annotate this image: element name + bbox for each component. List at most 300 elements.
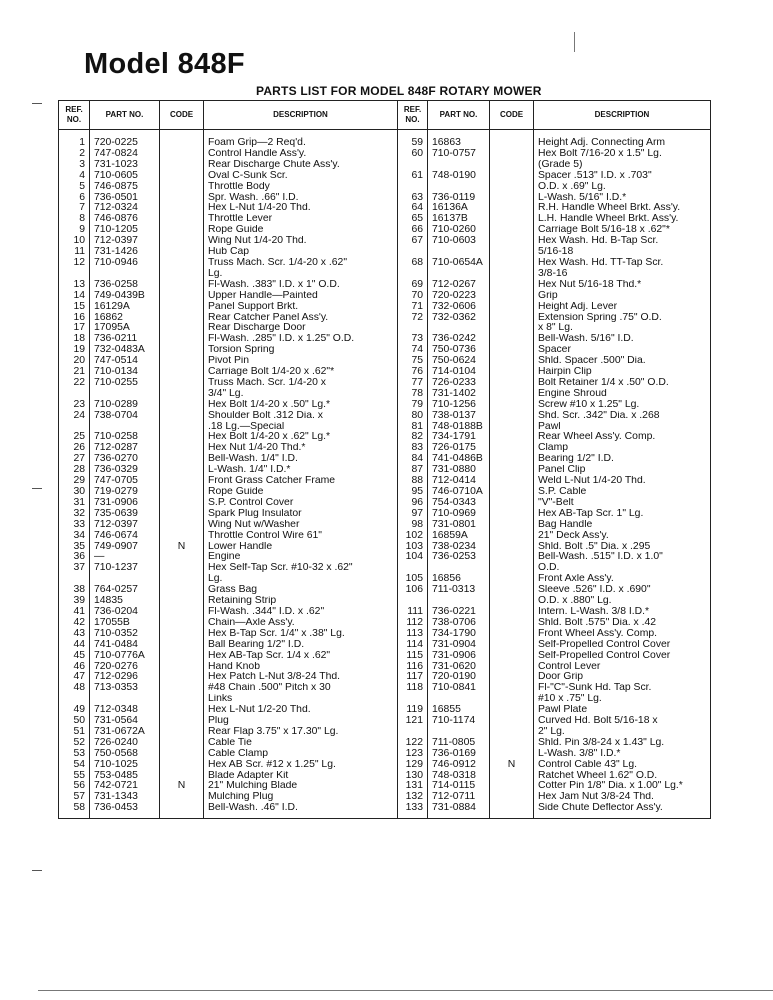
ref-no-cell: 18 — [59, 334, 90, 345]
ref-no-cell: 14 — [59, 291, 90, 302]
description-cell: Wing Nut w/Washer — [204, 520, 398, 531]
ref-no-cell: 47 — [59, 672, 90, 683]
description-cell: Hex L-Nut 1/2-20 Thd. — [204, 705, 398, 716]
description-cell: x 8" Lg. — [534, 323, 711, 334]
ref-no-cell: 114 — [398, 640, 428, 651]
description-cell: Cable Clamp — [204, 749, 398, 760]
description-cell: Door Grip — [534, 672, 711, 683]
ref-no-cell: 102 — [398, 531, 428, 542]
description-cell: Rope Guide — [204, 487, 398, 498]
ref-no-cell: 74 — [398, 345, 428, 356]
ref-no-cell: 33 — [59, 520, 90, 531]
ref-no-cell: 7 — [59, 203, 90, 214]
table-row — [59, 542, 711, 553]
table-row — [59, 662, 711, 673]
description-cell: L.H. Handle Wheel Brkt. Ass'y. — [534, 214, 711, 225]
part-no-cell: 746-0912 — [428, 760, 490, 771]
table-row — [59, 149, 711, 160]
code-cell — [160, 531, 204, 542]
description-cell: O.D. — [534, 563, 711, 574]
code-cell — [160, 203, 204, 214]
code-cell — [490, 182, 534, 193]
ref-no-cell: 59 — [398, 130, 428, 149]
code-cell — [490, 792, 534, 803]
ref-no-cell: 68 — [398, 258, 428, 269]
part-no-cell: 710-0289 — [90, 400, 160, 411]
table-row — [59, 454, 711, 465]
ref-no-cell: 66 — [398, 225, 428, 236]
code-cell — [490, 563, 534, 574]
description-cell: Hairpin Clip — [534, 367, 711, 378]
part-no-cell: 726-0240 — [90, 738, 160, 749]
code-cell — [160, 432, 204, 443]
code-cell — [490, 672, 534, 683]
ref-no-cell: 10 — [59, 236, 90, 247]
code-cell — [160, 498, 204, 509]
page-subtitle: PARTS LIST FOR MODEL 848F ROTARY MOWER — [256, 84, 542, 98]
description-cell: Clamp — [534, 443, 711, 454]
description-cell: Bell-Wash. .46" I.D. — [204, 803, 398, 818]
table-row — [59, 803, 711, 818]
code-cell — [490, 367, 534, 378]
description-cell: Hex AB Scr. #12 x 1.25" Lg. — [204, 760, 398, 771]
ref-no-cell — [398, 247, 428, 258]
part-no-cell: 738-0706 — [428, 618, 490, 629]
description-cell: Hex Jam Nut 3/8-24 Thd. — [534, 792, 711, 803]
code-cell — [490, 552, 534, 563]
description-cell: Bag Handle — [534, 520, 711, 531]
header-ref-no: REF. NO. — [398, 101, 428, 130]
part-no-cell: 731-1023 — [90, 160, 160, 171]
part-no-cell: 753-0485 — [90, 771, 160, 782]
part-no-cell: 731-0904 — [428, 640, 490, 651]
part-no-cell: 736-0253 — [428, 552, 490, 563]
description-cell: Hex AB-Tap Scr. 1" Lg. — [534, 509, 711, 520]
description-cell: Engine — [204, 552, 398, 563]
ref-no-cell: 42 — [59, 618, 90, 629]
code-cell — [160, 563, 204, 574]
ref-no-cell: 129 — [398, 760, 428, 771]
ref-no-cell: 20 — [59, 356, 90, 367]
table-row — [59, 683, 711, 694]
description-cell: Control Cable 43" Lg. — [534, 760, 711, 771]
ref-no-cell: 5 — [59, 182, 90, 193]
part-no-cell: 748-0188B — [428, 422, 490, 433]
part-no-cell — [90, 694, 160, 705]
code-cell — [160, 214, 204, 225]
table-row — [59, 214, 711, 225]
ref-no-cell: 112 — [398, 618, 428, 629]
ref-no-cell: 58 — [59, 803, 90, 818]
table-row — [59, 160, 711, 171]
code-cell — [490, 411, 534, 422]
ref-no-cell: 117 — [398, 672, 428, 683]
description-cell: Bearing 1/2" I.D. — [534, 454, 711, 465]
code-cell — [490, 498, 534, 509]
part-no-cell: 750-0568 — [90, 749, 160, 760]
code-cell — [160, 149, 204, 160]
table-row — [59, 520, 711, 531]
description-cell: Links — [204, 694, 398, 705]
ref-no-cell: 96 — [398, 498, 428, 509]
code-cell — [490, 225, 534, 236]
part-no-cell: 712-0711 — [428, 792, 490, 803]
description-cell: 2" Lg. — [534, 727, 711, 738]
description-cell: 3/4" Lg. — [204, 389, 398, 400]
table-row — [59, 432, 711, 443]
description-cell: "V"-Belt — [534, 498, 711, 509]
description-cell: Bell-Wash. .515" I.D. x 1.0" — [534, 552, 711, 563]
part-no-cell: 750-0736 — [428, 345, 490, 356]
description-cell: Shd. Scr. .342" Dia. x .268 — [534, 411, 711, 422]
code-cell — [160, 236, 204, 247]
part-no-cell: 736-0501 — [90, 193, 160, 204]
part-no-cell — [428, 727, 490, 738]
margin-mark — [32, 488, 42, 489]
part-no-cell — [90, 574, 160, 585]
table-row — [59, 672, 711, 683]
part-no-cell — [428, 323, 490, 334]
part-no-cell: 736-0270 — [90, 454, 160, 465]
code-cell: N — [160, 781, 204, 792]
code-cell — [160, 552, 204, 563]
ref-no-cell — [59, 694, 90, 705]
table-row — [59, 171, 711, 182]
part-no-cell: 754-0343 — [428, 498, 490, 509]
table-row — [59, 400, 711, 411]
ref-no-cell: 69 — [398, 280, 428, 291]
ref-no-cell: 97 — [398, 509, 428, 520]
part-no-cell: 736-0329 — [90, 465, 160, 476]
description-cell: Cable Tie — [204, 738, 398, 749]
code-cell — [490, 749, 534, 760]
description-cell: Hex Wash. Hd. TT-Tap Scr. — [534, 258, 711, 269]
part-no-cell: 731-0672A — [90, 727, 160, 738]
ref-no-cell: 25 — [59, 432, 90, 443]
ref-no-cell: 84 — [398, 454, 428, 465]
table-row — [59, 356, 711, 367]
description-cell: Hex Bolt 1/4-20 x .62" Lg.* — [204, 432, 398, 443]
description-cell: Sleeve .526" I.D. x .690" — [534, 585, 711, 596]
part-no-cell: 747-0514 — [90, 356, 160, 367]
part-no-cell: 750-0624 — [428, 356, 490, 367]
part-no-cell: 710-0757 — [428, 149, 490, 160]
description-cell: Foam Grip—2 Req'd. — [204, 130, 398, 149]
table-row — [59, 258, 711, 269]
code-cell — [490, 193, 534, 204]
description-cell: Rear Flap 3.75" x 17.30" Lg. — [204, 727, 398, 738]
table-row — [59, 323, 711, 334]
part-no-cell: 736-0453 — [90, 803, 160, 818]
part-no-cell: 726-0175 — [428, 443, 490, 454]
part-no-cell: 738-0704 — [90, 411, 160, 422]
code-cell — [490, 738, 534, 749]
ref-no-cell: 88 — [398, 476, 428, 487]
code-cell — [160, 465, 204, 476]
code-cell — [160, 356, 204, 367]
code-cell — [160, 596, 204, 607]
header-part-no: PART NO. — [428, 101, 490, 130]
description-cell: O.D. x .69" Lg. — [534, 182, 711, 193]
table-row — [59, 367, 711, 378]
description-cell: Plug — [204, 716, 398, 727]
bottom-rule — [38, 990, 773, 991]
part-no-cell: 712-0348 — [90, 705, 160, 716]
part-no-cell: 710-0255 — [90, 378, 160, 389]
description-cell: Weld L-Nut 1/4-20 Thd. — [534, 476, 711, 487]
table-row — [59, 618, 711, 629]
description-cell: Bell-Wash. 1/4" I.D. — [204, 454, 398, 465]
part-no-cell: 738-0137 — [428, 411, 490, 422]
table-row — [59, 629, 711, 640]
description-cell: Fl-Wash. .344" I.D. x .62" — [204, 607, 398, 618]
description-cell: #10 x .75" Lg. — [534, 694, 711, 705]
code-cell — [160, 694, 204, 705]
ref-no-cell: 12 — [59, 258, 90, 269]
part-no-cell: 712-0397 — [90, 236, 160, 247]
table-row — [59, 225, 711, 236]
table-row — [59, 345, 711, 356]
ref-no-cell: 54 — [59, 760, 90, 771]
description-cell: Grass Bag — [204, 585, 398, 596]
part-no-cell: 731-1343 — [90, 792, 160, 803]
ref-no-cell: 111 — [398, 607, 428, 618]
ref-no-cell: 133 — [398, 803, 428, 818]
ref-no-cell: 38 — [59, 585, 90, 596]
part-no-cell: 710-0134 — [90, 367, 160, 378]
code-cell — [490, 574, 534, 585]
ref-no-cell: 82 — [398, 432, 428, 443]
ref-no-cell: 52 — [59, 738, 90, 749]
table-row — [59, 465, 711, 476]
ref-no-cell: 67 — [398, 236, 428, 247]
ref-no-cell: 118 — [398, 683, 428, 694]
part-no-cell: 16137B — [428, 214, 490, 225]
ref-no-cell: 63 — [398, 193, 428, 204]
part-no-cell: 710-0776A — [90, 651, 160, 662]
ref-no-cell: 31 — [59, 498, 90, 509]
part-no-cell: 749-0439B — [90, 291, 160, 302]
description-cell: Front Axle Ass'y. — [534, 574, 711, 585]
table-row — [59, 781, 711, 792]
part-no-cell: 714-0104 — [428, 367, 490, 378]
ref-no-cell: 44 — [59, 640, 90, 651]
part-no-cell: 749-0907 — [90, 542, 160, 553]
table-row — [59, 203, 711, 214]
part-no-cell: 732-0483A — [90, 345, 160, 356]
code-cell — [160, 378, 204, 389]
code-cell: N — [490, 760, 534, 771]
code-cell — [160, 749, 204, 760]
code-cell — [490, 781, 534, 792]
page-title: Model 848F — [84, 48, 245, 80]
description-cell: Hex Nut 1/4-20 Thd.* — [204, 443, 398, 454]
code-cell — [490, 683, 534, 694]
ref-no-cell: 16 — [59, 313, 90, 324]
code-cell — [490, 716, 534, 727]
ref-no-cell: 11 — [59, 247, 90, 258]
description-cell: Fl-Wash. .383" I.D. x 1" O.D. — [204, 280, 398, 291]
table-row — [59, 640, 711, 651]
code-cell — [160, 672, 204, 683]
ref-no-cell: 95 — [398, 487, 428, 498]
table-header-row — [59, 101, 711, 130]
code-cell — [160, 313, 204, 324]
part-no-cell: 710-0654A — [428, 258, 490, 269]
ref-no-cell: 121 — [398, 716, 428, 727]
ref-no-cell: 87 — [398, 465, 428, 476]
ref-no-cell: 15 — [59, 302, 90, 313]
part-no-cell: 726-0233 — [428, 378, 490, 389]
table-row — [59, 291, 711, 302]
part-no-cell: 731-1426 — [90, 247, 160, 258]
description-cell: Self-Propelled Control Cover — [534, 640, 711, 651]
code-cell — [160, 302, 204, 313]
ref-no-cell: 4 — [59, 171, 90, 182]
description-cell: Control Lever — [534, 662, 711, 673]
part-no-cell: 742-0721 — [90, 781, 160, 792]
ref-no-cell: 80 — [398, 411, 428, 422]
code-cell — [160, 280, 204, 291]
ref-no-cell: 83 — [398, 443, 428, 454]
code-cell — [490, 345, 534, 356]
description-cell: Rear Discharge Door — [204, 323, 398, 334]
description-cell: Front Wheel Ass'y. Comp. — [534, 629, 711, 640]
table-row — [59, 334, 711, 345]
part-no-cell: 736-0211 — [90, 334, 160, 345]
part-no-cell: 732-0606 — [428, 302, 490, 313]
table-row — [59, 792, 711, 803]
description-cell: Front Grass Catcher Frame — [204, 476, 398, 487]
code-cell — [490, 171, 534, 182]
part-no-cell: 736-0242 — [428, 334, 490, 345]
code-cell — [490, 334, 534, 345]
code-cell — [160, 130, 204, 149]
code-cell — [490, 214, 534, 225]
ref-no-cell: 21 — [59, 367, 90, 378]
code-cell — [160, 443, 204, 454]
description-cell: Oval C-Sunk Scr. — [204, 171, 398, 182]
ref-no-cell: 28 — [59, 465, 90, 476]
part-no-cell — [428, 563, 490, 574]
table-row — [59, 531, 711, 542]
description-cell: Spacer — [534, 345, 711, 356]
description-cell: Shoulder Bolt .312 Dia. x — [204, 411, 398, 422]
code-cell — [490, 640, 534, 651]
part-no-cell: 714-0115 — [428, 781, 490, 792]
ref-no-cell: 73 — [398, 334, 428, 345]
part-no-cell: 712-0267 — [428, 280, 490, 291]
table-row — [59, 760, 711, 771]
description-cell: Ball Bearing 1/2" I.D. — [204, 640, 398, 651]
ref-no-cell: 98 — [398, 520, 428, 531]
ref-no-cell: 77 — [398, 378, 428, 389]
description-cell: L-Wash. 3/8" I.D.* — [534, 749, 711, 760]
part-no-cell: 710-0603 — [428, 236, 490, 247]
ref-no-cell: 60 — [398, 149, 428, 160]
description-cell: Lg. — [204, 574, 398, 585]
table-row — [59, 509, 711, 520]
part-no-cell: 17055B — [90, 618, 160, 629]
ref-no-cell: 46 — [59, 662, 90, 673]
ref-no-cell: 55 — [59, 771, 90, 782]
description-cell: S.P. Control Cover — [204, 498, 398, 509]
description-cell: Hex Patch L-Nut 3/8-24 Thd. — [204, 672, 398, 683]
description-cell: Rear Wheel Ass'y. Comp. — [534, 432, 711, 443]
code-cell — [160, 803, 204, 818]
description-cell: Hub Cap — [204, 247, 398, 258]
table-row — [59, 585, 711, 596]
ref-no-cell: 1 — [59, 130, 90, 149]
description-cell: Side Chute Deflector Ass'y. — [534, 803, 711, 818]
ref-no-cell: 103 — [398, 542, 428, 553]
description-cell: Bolt Retainer 1/4 x .50" O.D. — [534, 378, 711, 389]
table-row — [59, 552, 711, 563]
ref-no-cell: 113 — [398, 629, 428, 640]
code-cell — [490, 422, 534, 433]
margin-mark — [32, 103, 42, 104]
code-cell — [160, 705, 204, 716]
code-cell — [160, 160, 204, 171]
description-cell: Spark Plug Insulator — [204, 509, 398, 520]
part-no-cell: 731-0801 — [428, 520, 490, 531]
table-row — [59, 313, 711, 324]
description-cell: .18 Lg.—Special — [204, 422, 398, 433]
part-no-cell: 710-1025 — [90, 760, 160, 771]
ref-no-cell: 39 — [59, 596, 90, 607]
table-row — [59, 182, 711, 193]
ref-no-cell — [398, 269, 428, 280]
header-part-no: PART NO. — [90, 101, 160, 130]
description-cell: Throttle Lever — [204, 214, 398, 225]
description-cell: Fl-"C"-Sunk Hd. Tap Scr. — [534, 683, 711, 694]
ref-no-cell: 56 — [59, 781, 90, 792]
code-cell — [490, 542, 534, 553]
code-cell — [160, 367, 204, 378]
code-cell: N — [160, 542, 204, 553]
ref-no-cell: 36 — [59, 552, 90, 563]
table-row — [59, 247, 711, 258]
part-no-cell: 710-0841 — [428, 683, 490, 694]
code-cell — [160, 291, 204, 302]
part-no-cell: 736-0204 — [90, 607, 160, 618]
description-cell: Retaining Strip — [204, 596, 398, 607]
code-cell — [490, 313, 534, 324]
ref-no-cell: 48 — [59, 683, 90, 694]
ref-no-cell: 132 — [398, 792, 428, 803]
part-no-cell: 731-0906 — [90, 498, 160, 509]
description-cell: Panel Support Brkt. — [204, 302, 398, 313]
code-cell — [490, 356, 534, 367]
description-cell: Torsion Spring — [204, 345, 398, 356]
ref-no-cell — [59, 269, 90, 280]
code-cell — [160, 662, 204, 673]
table-row — [59, 749, 711, 760]
description-cell: Shld. Pin 3/8-24 x 1.43" Lg. — [534, 738, 711, 749]
part-no-cell: 731-0880 — [428, 465, 490, 476]
ref-no-cell — [398, 727, 428, 738]
description-cell: Pivot Pin — [204, 356, 398, 367]
table-row — [59, 574, 711, 585]
description-cell: Screw #10 x 1.25" Lg. — [534, 400, 711, 411]
code-cell — [490, 203, 534, 214]
ref-no-cell: 9 — [59, 225, 90, 236]
part-no-cell: 17095A — [90, 323, 160, 334]
part-no-cell: 748-0318 — [428, 771, 490, 782]
description-cell: Grip — [534, 291, 711, 302]
description-cell: Carriage Bolt 5/16-18 x .62"* — [534, 225, 711, 236]
part-no-cell: 712-0324 — [90, 203, 160, 214]
